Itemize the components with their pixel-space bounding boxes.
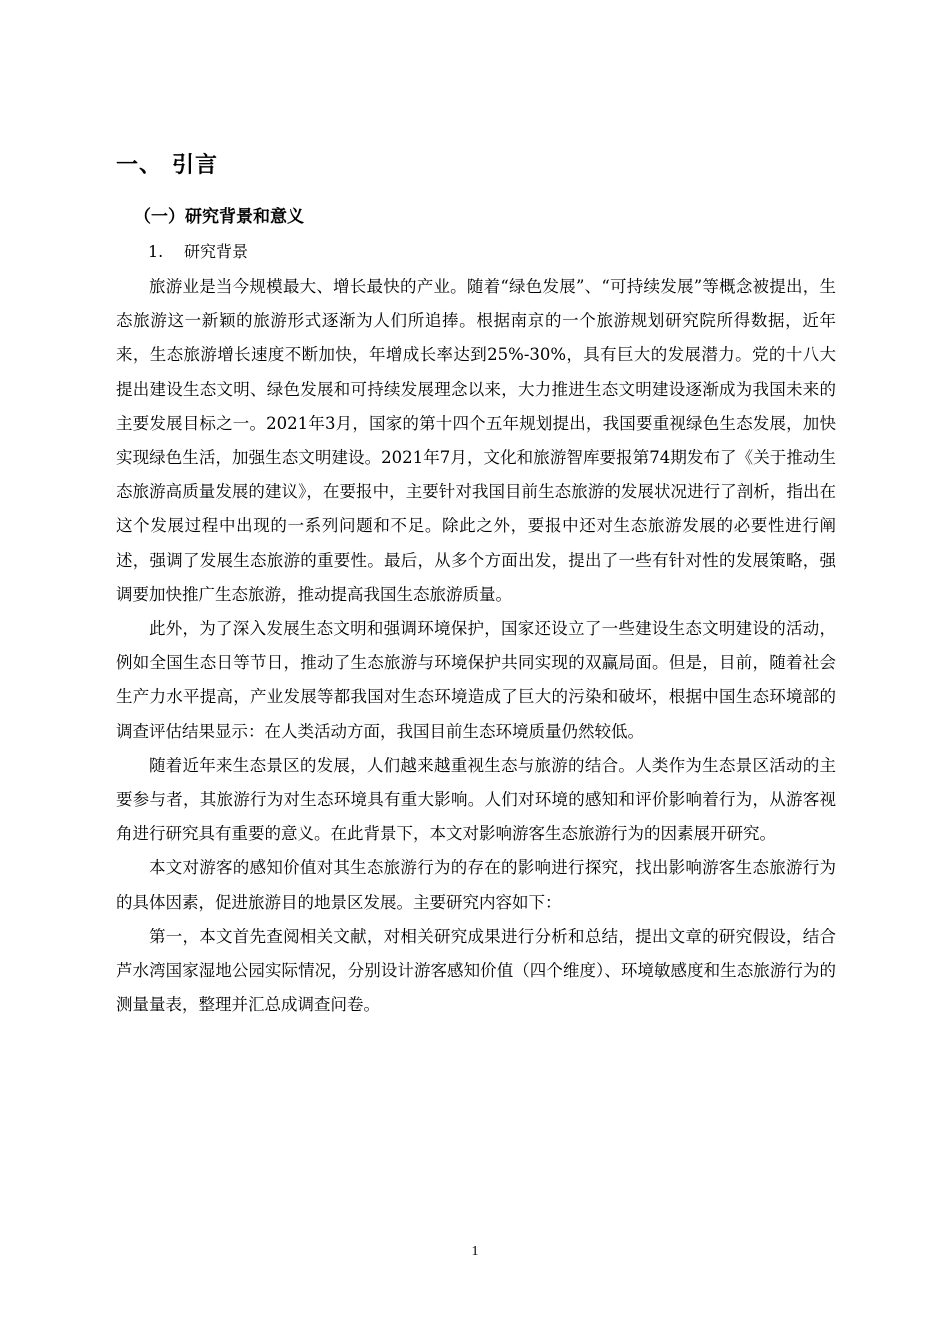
page-number: 1 [471, 1244, 479, 1259]
subsection-heading: （一）研究背景和意义 [134, 207, 304, 227]
section-number: 一、 [116, 153, 163, 178]
body-text [116, 270, 836, 1022]
section-title: 引言 [172, 153, 219, 178]
section-heading [116, 148, 218, 179]
paragraph: 此外，为了深入发展生态文明和强调环境保护，国家还设立了一些建设生态文明建设的活动，例如全国生态日等节日，推动了生态旅游与环境保护共同实现的双赢局面。但是，目前，随着社会生产力水平提高，产业发展等都我国对生态环境造成了巨大的污染和破坏，根据中国生态环境部的调查评估结果显示：在人类活动方面，我国目前生态环境质量仍然较低。 [116, 619, 836, 741]
subsubsection-number: 1. [148, 242, 164, 261]
subsubsection-title: 研究背景 [184, 242, 249, 261]
paragraph: 随着近年来生态景区的发展，人们越来越重视生态与旅游的结合。人类作为生态景区活动的主要参与者，其旅游行为对生态环境具有重大影响。人们对环境的感知和评价影响着行为，从游客视角进行研究具有重要的意义。在此背景下，本文对影响游客生态旅游行为的因素展开研究。 [116, 755, 836, 844]
paragraph: 旅游业是当今规模最大、增长最快的产业。随着“绿色发展”、“可持续发展”等概念被提出，生态旅游这一新颖的旅游形式逐渐为人们所追捧。根据南京的一个旅游规划研究院所得数据，近年来，生态旅游增长速度不断加快，年增成长率达到25%-30%，具有巨大的发展潜力。党的十八大提出建设生态文明、绿色发展和可持续发展理念以来，大力推进生态文明建设逐渐成为我国未来的主要发展目标之一。2021年3月，国家的第十四个五年规划提出，我国要重视绿色生态发展，加快实现绿色生活，加强生态文明建设。2021年7月，文化和旅游智库要报第74期发布了《关于推动生态旅游高质量发展的建议》，在要报中，主要针对我国目前生态旅游的发展状况进行了剖析，指出在这个发展过程中出现的一系列问题和不足。除此之外，要报中还对生态旅游发展的必要性进行阐述，强调了发展生态旅游的重要性。最后，从多个方面出发，提出了一些有针对性的发展策略，强调要加快推广生态旅游，推动提高我国生态旅游质量。 [116, 277, 836, 604]
paragraph: 第一，本文首先查阅相关文献，对相关研究成果进行分析和总结，提出文章的研究假设，结合芦水湾国家湿地公园实际情况，分别设计游客感知价值（四个维度）、环境敏感度和生态旅游行为的测量量表，整理并汇总成调查问卷。 [116, 926, 836, 1015]
subsubsection-heading [148, 239, 248, 262]
paragraph: 本文对游客的感知价值对其生态旅游行为的存在的影响进行探究，找出影响游客生态旅游行为的具体因素，促进旅游目的地景区发展。主要研究内容如下： [116, 858, 836, 912]
